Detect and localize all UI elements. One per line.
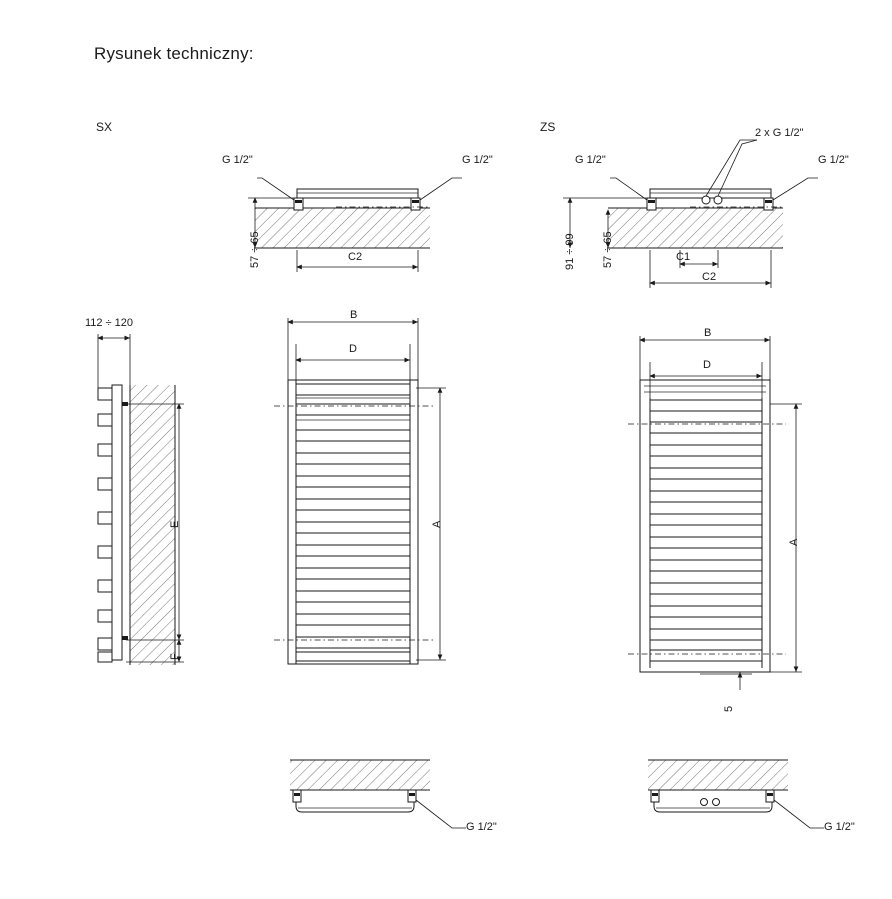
view-bottom-right xyxy=(648,760,824,828)
label-g-half-top-right-a: G 1/2" xyxy=(575,154,606,166)
variant-label-zs: ZS xyxy=(540,120,556,134)
view-front-left-sx xyxy=(274,318,446,664)
view-side-profile xyxy=(98,334,184,665)
label-d-left: D xyxy=(349,343,357,355)
label-g-half-bottom-left: G 1/2" xyxy=(466,821,497,833)
label-e: E xyxy=(169,520,181,528)
label-f: F xyxy=(169,653,181,660)
label-d-right: D xyxy=(703,359,711,371)
label-a-left: A xyxy=(431,520,443,528)
label-c2-left: C2 xyxy=(348,251,363,263)
view-bottom-left xyxy=(290,760,466,828)
label-wall-offset-57-65-left: 57 ÷ 65 xyxy=(249,231,261,268)
label-g-half-top-left-a: G 1/2" xyxy=(222,154,253,166)
label-g-half-top-right-b: G 1/2" xyxy=(818,154,849,166)
variant-label-sx: SX xyxy=(96,120,113,134)
label-wall-offset-91-99: 91 ÷ 99 xyxy=(564,233,576,270)
label-a-right: A xyxy=(788,538,800,546)
label-two-x-g-half: 2 x G 1/2" xyxy=(755,127,804,139)
label-depth-112-120: 112 ÷ 120 xyxy=(85,317,134,329)
label-c2-right: C2 xyxy=(702,271,717,283)
label-c1: C1 xyxy=(676,251,691,263)
label-b-right: B xyxy=(704,327,712,339)
page-title: Rysunek techniczny: xyxy=(94,44,254,63)
label-g-half-top-left-b: G 1/2" xyxy=(462,154,493,166)
label-g-half-bottom-right: G 1/2" xyxy=(824,821,855,833)
label-wall-offset-57-65-right: 57 ÷ 65 xyxy=(602,231,614,268)
label-b-left: B xyxy=(350,309,358,321)
label-bottom-offset-5: 5 xyxy=(723,705,735,712)
view-front-right-zs xyxy=(628,336,802,690)
